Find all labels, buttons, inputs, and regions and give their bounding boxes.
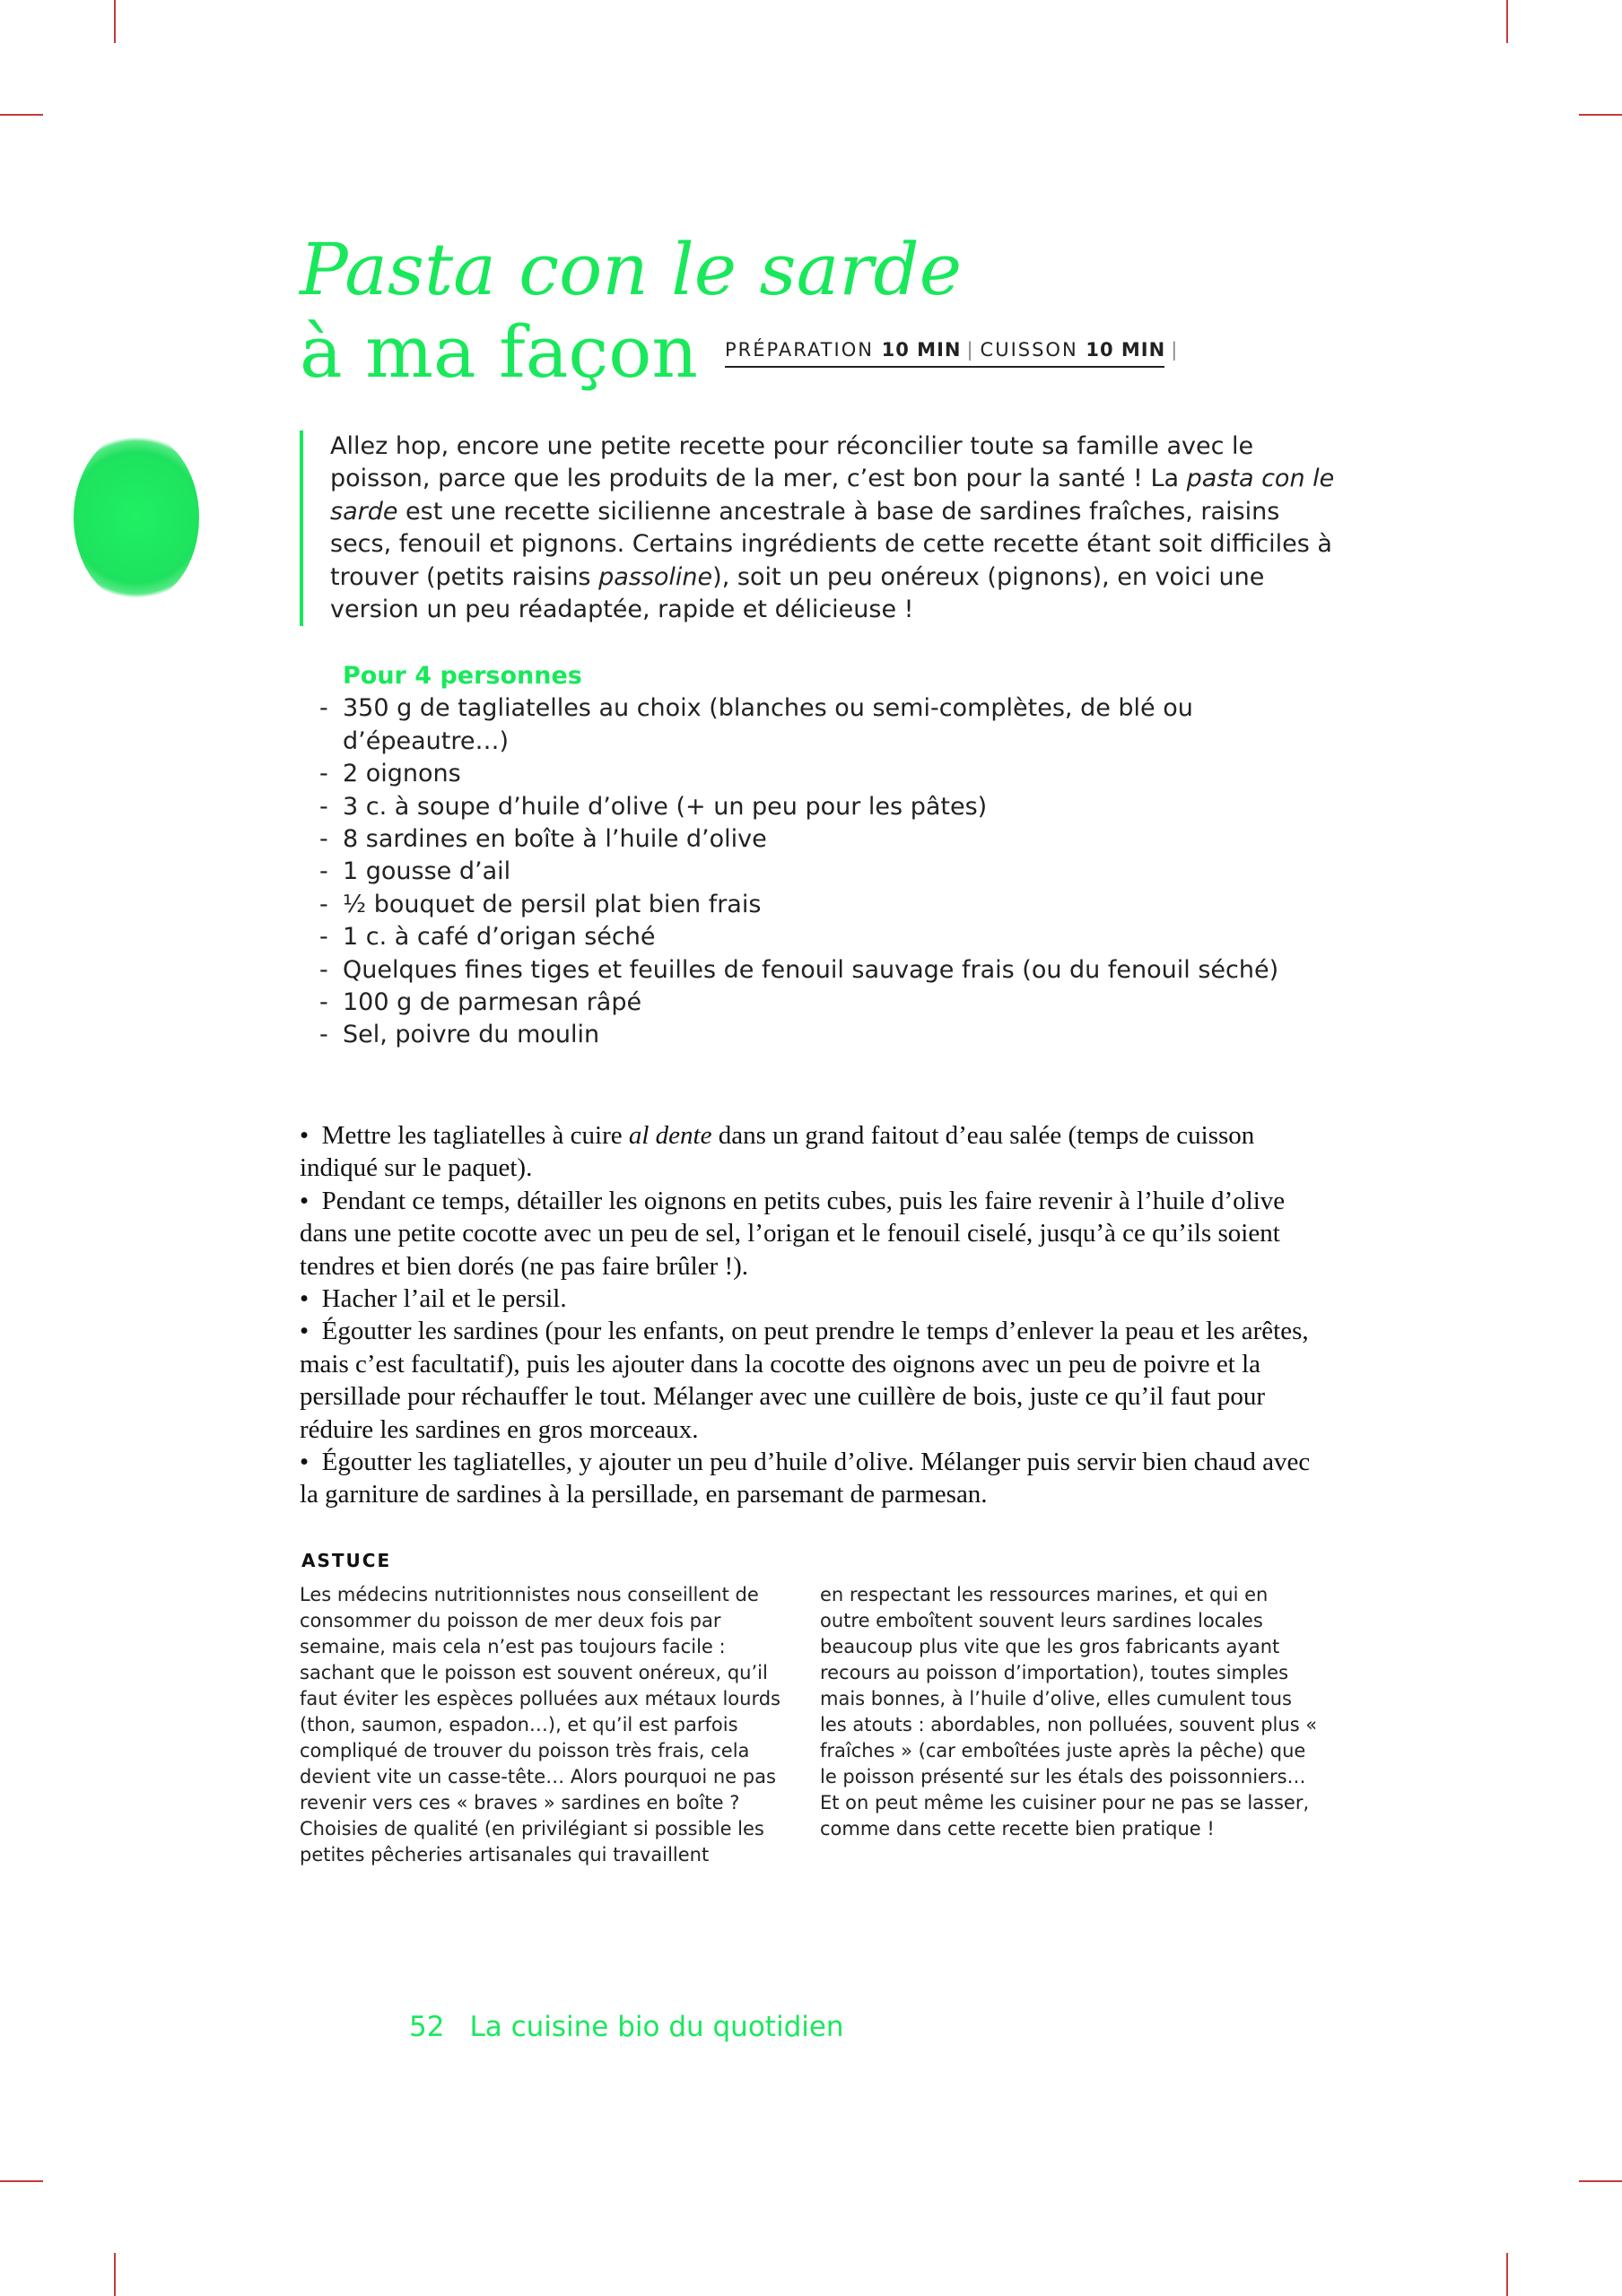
ingredient-item: - Sel, poivre du moulin bbox=[319, 1019, 1306, 1051]
ingredients-list bbox=[319, 692, 1306, 1051]
cook-value: 10 MIN bbox=[1086, 339, 1166, 361]
crop-mark bbox=[0, 2180, 43, 2182]
tip-text: Les médecins nutritionnistes nous conseillent de consommer du poisson de mer deux fois par semaine, mais cela n’est pas toujours facile : sachant que le poisson est souvent onéreux, qu’il faut éviter les espèces polluées aux métaux lourds (thon, saumon, espadon…), et qu’il est parfois compliqué de trouver du poisson très frais, cela devient vite un casse-tête… Alors pourquoi ne pas revenir vers ces « braves » sardines en boîte ? Choisies de qualité (en privilégiant si possible les petites pêcheries artisanales qui travaillent bbox=[300, 1584, 781, 1866]
decorative-green-dot bbox=[74, 432, 199, 603]
ingredient-item: - ½ bouquet de persil plat bien frais bbox=[319, 889, 1306, 921]
ingredient-item: - 350 g de tagliatelles au choix (blanches ou semi-complètes, de blé ou d’épeautre…) bbox=[319, 692, 1306, 758]
step-bullet: • bbox=[300, 1284, 310, 1314]
crop-mark bbox=[0, 114, 43, 116]
tip-heading: ASTUCE bbox=[301, 1550, 392, 1571]
cook-label: CUISSON bbox=[980, 339, 1078, 361]
ingredient-item: - 8 sardines en boîte à l’huile d’olive bbox=[319, 823, 1306, 856]
ingredient-item: - Quelques fines tiges et feuilles de fenouil sauvage frais (ou du fenouil séché) bbox=[319, 954, 1306, 987]
intro-text: ), soit un peu onéreux (pignons), en voici une version un peu réadaptée, rapide et délicieuse ! bbox=[330, 562, 1265, 624]
tip-column-left bbox=[300, 1582, 802, 1868]
ingredient-item: - 1 gousse d’ail bbox=[319, 856, 1306, 888]
recipe-title-line2: à ma façon bbox=[300, 310, 698, 394]
recipe-title bbox=[300, 229, 962, 394]
step-text: Mettre les tagliatelles à cuire bbox=[321, 1121, 629, 1150]
timing-separator: | bbox=[1171, 339, 1180, 361]
prep-value: 10 MIN bbox=[881, 339, 962, 361]
ingredient-item: - 100 g de parmesan râpé bbox=[319, 987, 1306, 1019]
book-title: La cuisine bio du quotidien bbox=[469, 2011, 844, 2043]
step-text: Pendant ce temps, détailler les oignons en petits cubes, puis les faire revenir à l’huile d’olive dans une petite cocotte avec un peu de sel, l’origan et le fenouil ciselé, jusqu’à ce qu’ils soient tendres et bien dorés (ne pas faire brûler !). bbox=[300, 1186, 1286, 1281]
step-item bbox=[300, 1119, 1313, 1185]
ingredient-item: - 1 c. à café d’origan séché bbox=[319, 921, 1306, 953]
step-item bbox=[300, 1315, 1313, 1446]
intro-paragraph bbox=[300, 430, 1344, 626]
intro-text: Allez hop, encore une petite recette pour réconcilier toute sa famille avec le poisson, parce que les produits de la mer, c’est bon pour la santé ! La bbox=[330, 432, 1254, 493]
step-text: Égoutter les sardines (pour les enfants, on peut prendre le temps d’enlever la peau et les arêtes, mais c’est facultatif), puis les ajouter dans la cocotte des oignons avec un peu de poivre et la persillade pour réchauffer le tout. Mélanger avec une cuillère de bois, juste ce qu’il faut pour réduire les sardines en gros morceaux. bbox=[300, 1317, 1309, 1444]
page-footer bbox=[409, 2011, 844, 2043]
crop-mark bbox=[1579, 2180, 1622, 2182]
ingredient-item: - 2 oignons bbox=[319, 758, 1306, 790]
crop-mark bbox=[1506, 0, 1508, 43]
prep-label: PRÉPARATION bbox=[725, 339, 874, 361]
tip-text: en respectant les ressources marines, et qui en outre emboîtent souvent leurs sardines locales beaucoup plus vite que les gros fabricants ayant recours au poisson d’importation), toutes simples mais bonnes, à l’huile d’olive, elles cumulent tous les atouts : abordables, non polluées, souvent plus « fraîches » (car emboîtées juste après la pêche) que le poisson présenté sur les étals des poissonniers… Et on peut même les cuisiner pour ne pas se lasser, comme dans cette recette bien pratique ! bbox=[820, 1584, 1318, 1839]
ingredients-section bbox=[319, 660, 1306, 1052]
step-bullet: • bbox=[300, 1186, 310, 1215]
crop-mark bbox=[114, 0, 116, 43]
step-item bbox=[300, 1283, 1313, 1315]
step-text: Hacher l’ail et le persil. bbox=[321, 1284, 567, 1314]
recipe-steps bbox=[300, 1119, 1313, 1511]
timing-info bbox=[725, 339, 1180, 368]
step-text: dans un grand faitout d’eau salée (temps de cuisson indiqué sur le paquet). bbox=[300, 1121, 1255, 1183]
step-italic: al dente bbox=[628, 1121, 712, 1150]
servings-title: Pour 4 personnes bbox=[343, 662, 582, 690]
step-item bbox=[300, 1185, 1313, 1283]
timing-separator: | bbox=[966, 339, 975, 361]
step-bullet: • bbox=[300, 1317, 310, 1346]
crop-mark bbox=[114, 2253, 116, 2296]
crop-mark bbox=[1579, 114, 1622, 116]
step-bullet: • bbox=[300, 1121, 310, 1150]
step-bullet: • bbox=[300, 1448, 310, 1477]
intro-italic-raisins: passoline bbox=[598, 562, 713, 591]
tip-column-right bbox=[820, 1582, 1322, 1842]
intro-italic-dish: pasta con le sarde bbox=[330, 465, 1335, 526]
page-number: 52 bbox=[409, 2011, 445, 2043]
crop-mark bbox=[1506, 2253, 1508, 2296]
recipe-title-line1: Pasta con le sarde bbox=[300, 228, 963, 311]
intro-text: est une recette sicilienne ancestrale à base de sardines fraîches, raisins secs, fenouil et pignons. Certains ingrédients de cette recette étant soit difficiles à trouver (petits raisins bbox=[330, 497, 1332, 591]
step-text: Égoutter les tagliatelles, y ajouter un peu d’huile d’olive. Mélanger puis servir bien chaud avec la garniture de sardines à la persillade, en parsemant de parmesan. bbox=[300, 1448, 1311, 1509]
step-item bbox=[300, 1446, 1313, 1511]
ingredient-item: - 3 c. à soupe d’huile d’olive (+ un peu pour les pâtes) bbox=[319, 791, 1306, 823]
